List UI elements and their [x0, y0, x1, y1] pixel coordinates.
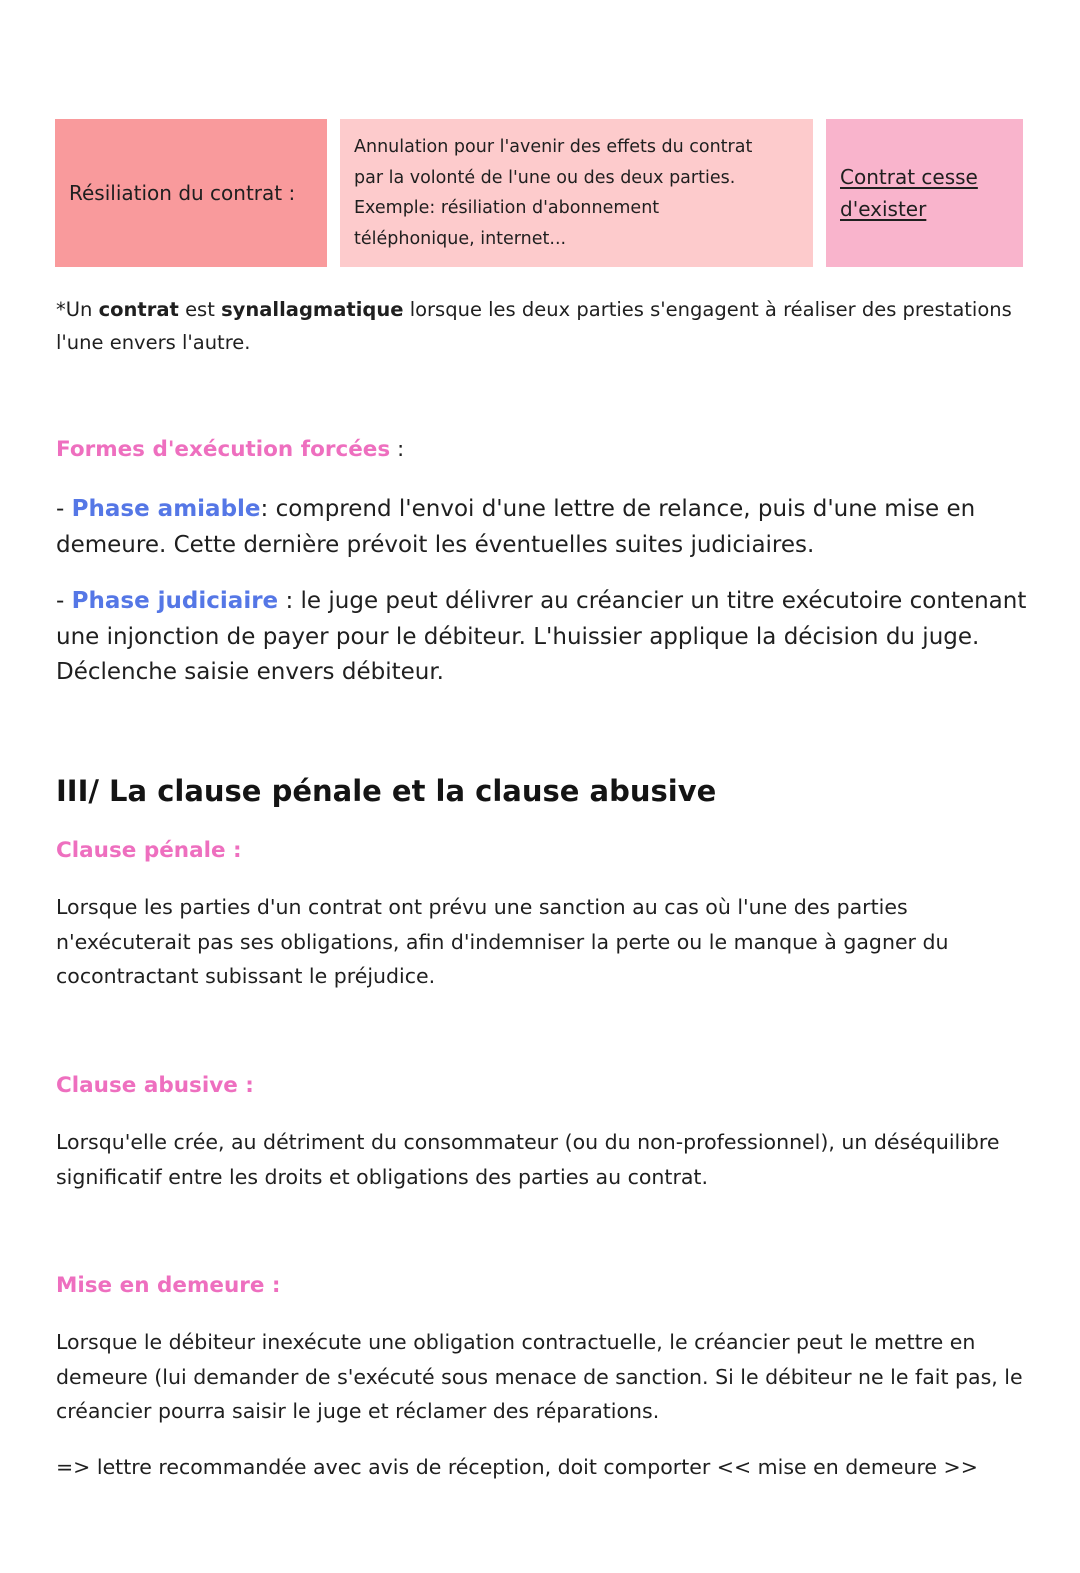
- definition-line: par la volonté de l'une ou des deux parties.: [354, 167, 736, 188]
- note-term-contrat: contrat: [98, 298, 179, 321]
- synallagmatique-note: [56, 293, 1036, 359]
- formes-heading-text: Formes d'exécution forcées: [56, 437, 391, 462]
- phase-judiciaire-label: Phase judiciaire: [71, 588, 279, 614]
- definition-line: téléphonique, internet...: [354, 228, 567, 249]
- phase-amiable-text: : comprend l'envoi d'une lettre de relance, puis d'une mise en demeure. Cette dernière prévoit les éventuelles suites judiciaires.: [56, 496, 976, 558]
- resiliation-definition: [354, 132, 752, 254]
- resiliation-label-cell: [55, 119, 327, 267]
- definition-line: Annulation pour l'avenir des effets du contrat: [354, 137, 753, 157]
- resiliation-table-row: [55, 119, 1023, 267]
- resiliation-consequence: [840, 161, 978, 225]
- definition-line: Exemple: résiliation d'abonnement: [354, 198, 660, 218]
- consequence-line: Contrat cesse: [840, 165, 978, 189]
- phase-amiable-label: Phase amiable: [71, 496, 261, 522]
- phase-judiciaire-text: : le juge peut délivrer au créancier un titre exécutoire contenant une injonction de payer pour le débiteur. L'huissier applique la décision du juge. Déclenche saisie envers débiteur.: [56, 588, 1027, 685]
- note-definition: lorsque les deux parties s'engagent à réaliser des prestations l'une envers l'autre.: [56, 298, 1012, 354]
- resiliation-label: Résiliation du contrat :: [69, 181, 296, 205]
- note-term-synallagmatique: synallagmatique: [221, 298, 404, 321]
- mise-en-demeure-text: Lorsque le débiteur inexécute une obligation contractuelle, le créancier peut le mettre en demeure (lui demander de s'exécuté sous menace de sanction. Si le débiteur ne le fait pas, le créancier pourra saisir le juge et réclamer des réparations.: [56, 1330, 1023, 1423]
- clause-penale-heading: Clause pénale :: [56, 838, 242, 863]
- consequence-line: d'exister: [840, 197, 927, 221]
- phase-judiciaire-paragraph: [56, 584, 1046, 691]
- mise-en-demeure-note: => lettre recommandée avec avis de réception, doit comporter << mise en demeure >>: [56, 1455, 978, 1479]
- mise-en-demeure-heading: Mise en demeure :: [56, 1273, 281, 1298]
- section-title: III/ La clause pénale et la clause abusive: [56, 774, 717, 808]
- bullet-dash: -: [56, 496, 65, 522]
- note-prefix: *Un: [56, 298, 93, 321]
- clause-abusive-heading: Clause abusive :: [56, 1073, 254, 1098]
- phase-amiable-paragraph: [56, 492, 1046, 563]
- resiliation-consequence-cell: [826, 119, 1023, 267]
- note-verb: est: [185, 298, 215, 321]
- formes-heading: [56, 437, 404, 462]
- resiliation-definition-cell: [340, 119, 813, 267]
- bullet-dash: -: [56, 588, 65, 614]
- clause-penale-text: Lorsque les parties d'un contrat ont prévu une sanction au cas où l'une des parties n'exécuterait pas ses obligations, afin d'indemniser la perte ou le manque à gagner du cocontractant subissant le préjudice.: [56, 895, 949, 988]
- formes-heading-colon: :: [397, 437, 405, 462]
- clause-abusive-text: Lorsqu'elle crée, au détriment du consommateur (ou du non-professionnel), un déséquilibre significatif entre les droits et obligations des parties au contrat.: [56, 1130, 1000, 1189]
